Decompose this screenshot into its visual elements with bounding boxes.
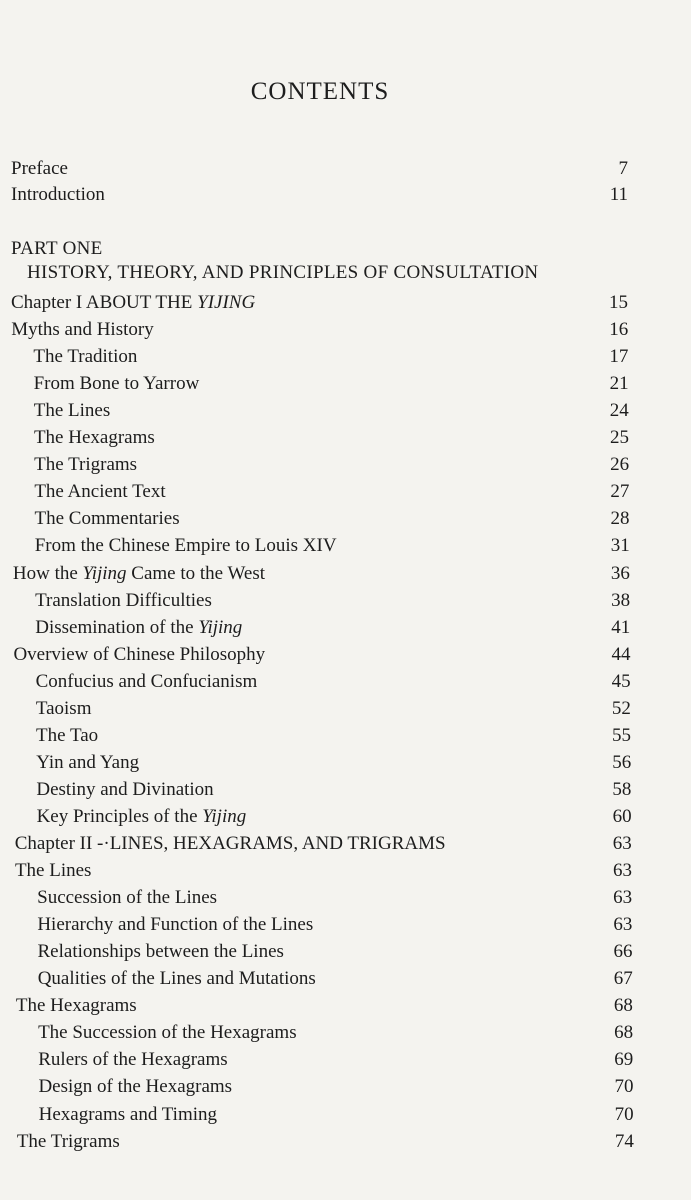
toc-entry-text: Yin and Yang (36, 751, 140, 773)
toc-entry (36, 723, 631, 749)
toc-entry (33, 344, 628, 370)
toc-entry-label (36, 777, 213, 803)
toc-entry-text: The Trigrams (16, 1130, 120, 1152)
toc-entry (38, 966, 633, 992)
toc-page-number: 68 (613, 995, 633, 1017)
toc-entry (36, 669, 631, 695)
toc-page-number: 58 (612, 778, 632, 800)
toc-entry-label (16, 993, 137, 1019)
toc-entry-label: Introduction (11, 184, 105, 205)
toc-page-number: 28 (610, 508, 630, 530)
toc-entry (38, 1074, 633, 1100)
toc-page-number: 31 (610, 535, 630, 557)
toc-entry-text: The Succession of the Hexagrams (38, 1022, 297, 1044)
toc-entry-text: Taoism (35, 697, 92, 719)
toc-page-number: 63 (613, 887, 633, 909)
toc-page-number: 56 (612, 751, 632, 773)
toc-page-number: 41 (611, 616, 631, 638)
toc-page-number: 27 (610, 481, 630, 503)
toc-entry-text: The Ancient Text (34, 481, 166, 503)
part-subtitle: HISTORY, THEORY, AND PRINCIPLES OF CONSULTATION (27, 262, 539, 283)
toc-entry-label (36, 696, 92, 722)
toc-page-number: 11 (609, 184, 628, 205)
toc-entry-text: The Hexagrams (15, 995, 137, 1017)
toc-entry-text: Hierarchy and Function of the Lines (37, 914, 314, 936)
toc-entry (38, 1020, 633, 1046)
toc-entry-text: Relationships between the Lines (37, 941, 284, 963)
toc-entry-preface (11, 156, 628, 182)
toc-entry (35, 533, 630, 559)
toc-page-number: 38 (611, 589, 631, 611)
toc-entry (39, 1102, 634, 1128)
toc-entry-label (15, 831, 446, 857)
toc-entry-label (38, 1047, 227, 1073)
toc-entry (37, 912, 632, 938)
page-title: CONTENTS (250, 78, 390, 105)
toc-entry-label (34, 425, 155, 451)
toc-entry-text: Qualities of the Lines and Mutations (37, 968, 316, 990)
toc-entry-text: Chapter II -·LINES, HEXAGRAMS, AND TRIGRAMS (14, 833, 446, 854)
toc-entry-text: The Tradition (33, 346, 138, 368)
toc-entry-label (13, 561, 265, 587)
toc-entry-label (34, 452, 137, 478)
toc-entry (35, 506, 630, 532)
toc-page-number: 69 (614, 1049, 634, 1071)
toc-entry-label (37, 885, 217, 911)
toc-entry (13, 561, 630, 587)
toc-entry-label (34, 479, 165, 505)
toc-entry (34, 479, 629, 505)
toc-entry-text: The Lines (33, 400, 111, 422)
toc-entry-text-tail: Came to the West (126, 562, 266, 584)
toc-entry-label (13, 642, 265, 668)
toc-page-number: 55 (612, 724, 631, 746)
toc-entry-text: Key Principles of the (36, 805, 203, 827)
toc-entry-label (11, 317, 154, 343)
toc-entry-text: Chapter I ABOUT THE (11, 292, 198, 313)
toc-entry-text: The Lines (14, 860, 92, 882)
toc-entry-label (38, 939, 284, 965)
toc-entry-text: Hexagrams and Timing (38, 1103, 218, 1125)
toc-page-number: 15 (609, 292, 628, 313)
toc-entry-text: Overview of Chinese Philosophy (13, 643, 266, 665)
toc-entry-label (11, 290, 255, 316)
toc-page-number: 7 (618, 158, 628, 179)
toc-page-number: 36 (610, 562, 630, 584)
toc-entry-label (36, 723, 98, 749)
toc-entry (34, 452, 629, 478)
toc-entry-label (34, 398, 111, 424)
toc-entry-text: Myths and History (11, 319, 154, 341)
toc-entry-label (35, 506, 180, 532)
toc-entry-text: The Hexagrams (33, 427, 155, 449)
toc-entry (34, 398, 629, 424)
toc-entry-label (38, 1020, 297, 1046)
toc-page-number: 24 (609, 400, 629, 422)
toc-page-number: 60 (612, 805, 632, 827)
toc-entry-label (35, 615, 242, 641)
toc-page-number: 66 (613, 941, 633, 963)
toc-entry-label (36, 669, 258, 695)
toc-entry-text: Rulers of the Hexagrams (38, 1049, 228, 1071)
toc-entry-italic: Yijing (202, 805, 247, 827)
toc-page-number: 70 (614, 1103, 634, 1125)
toc-entry (37, 804, 632, 830)
toc-entry-label (36, 750, 139, 776)
toc-entry (38, 1047, 633, 1073)
toc-page-number: 17 (609, 346, 629, 368)
toc-page-number: 16 (609, 319, 629, 341)
toc-page-number: 68 (614, 1022, 634, 1044)
toc-entry (15, 831, 632, 857)
toc-entry (38, 939, 633, 965)
toc-page-number: 63 (612, 833, 632, 854)
toc-page-number: 44 (611, 643, 631, 665)
toc-entry-label: Preface (11, 158, 68, 179)
toc-page-number: 74 (614, 1130, 634, 1152)
toc-entry (36, 696, 631, 722)
toc-entry (35, 588, 630, 614)
toc-entry-label (35, 533, 337, 559)
toc-entry-text: The Tao (36, 724, 99, 746)
toc-entry (15, 858, 632, 884)
toc-entry (37, 885, 632, 911)
toc-entry-italic: Yijing (82, 562, 127, 584)
toc-entry-label (17, 1129, 120, 1155)
toc-entry (11, 317, 628, 343)
toc-entry (35, 615, 630, 641)
toc-page-number: 21 (609, 373, 629, 395)
toc-page-number: 63 (612, 860, 632, 882)
toc-entry-label (37, 912, 313, 938)
toc-entry-text: The Trigrams (34, 454, 138, 476)
toc-page-number: 52 (611, 697, 631, 719)
toc-entry (11, 290, 628, 316)
toc-entry-text: Succession of the Lines (37, 887, 218, 909)
toc-entry (36, 750, 631, 776)
toc-entry-introduction (11, 182, 628, 208)
toc-entry (13, 642, 630, 668)
toc-entry (17, 1129, 634, 1155)
toc-entry-label (38, 1074, 232, 1100)
toc-entry-text: From the Chinese Empire to Louis XIV (34, 535, 337, 557)
toc-entry-text: Confucius and Confucianism (35, 670, 258, 692)
toc-entry (36, 777, 631, 803)
toc-entry-text: Translation Difficulties (35, 589, 212, 611)
toc-entry-label (35, 588, 212, 614)
toc-entry-label (34, 371, 200, 397)
toc-entry-label (15, 858, 92, 884)
toc-entry (34, 371, 629, 397)
toc-entry-text: The Commentaries (34, 508, 180, 530)
toc-entry-italic: YIJING (197, 292, 256, 313)
toc-page-number: 67 (613, 968, 633, 990)
toc-entry-text: Destiny and Divination (36, 778, 214, 800)
toc-entry (16, 993, 633, 1019)
toc-page-number: 26 (610, 454, 630, 476)
toc-entry-text: From Bone to Yarrow (33, 373, 200, 395)
toc-entry (34, 425, 629, 451)
toc-page-number: 70 (614, 1076, 634, 1098)
toc-entry-italic: Yijing (198, 616, 243, 638)
toc-entry-label (33, 344, 137, 370)
toc-page-number: 63 (613, 914, 633, 936)
toc-entry-text: How the (12, 562, 83, 584)
part-heading: PART ONE (11, 238, 103, 259)
toc-entry-label (37, 804, 247, 830)
toc-entry-text: Design of the Hexagrams (38, 1076, 233, 1098)
toc-entry-label (39, 1102, 217, 1128)
toc-entry-text: Dissemination of the (35, 616, 199, 638)
toc-page-number: 45 (611, 670, 631, 692)
toc-entry-label (38, 966, 316, 992)
toc-page-number: 25 (609, 427, 629, 449)
